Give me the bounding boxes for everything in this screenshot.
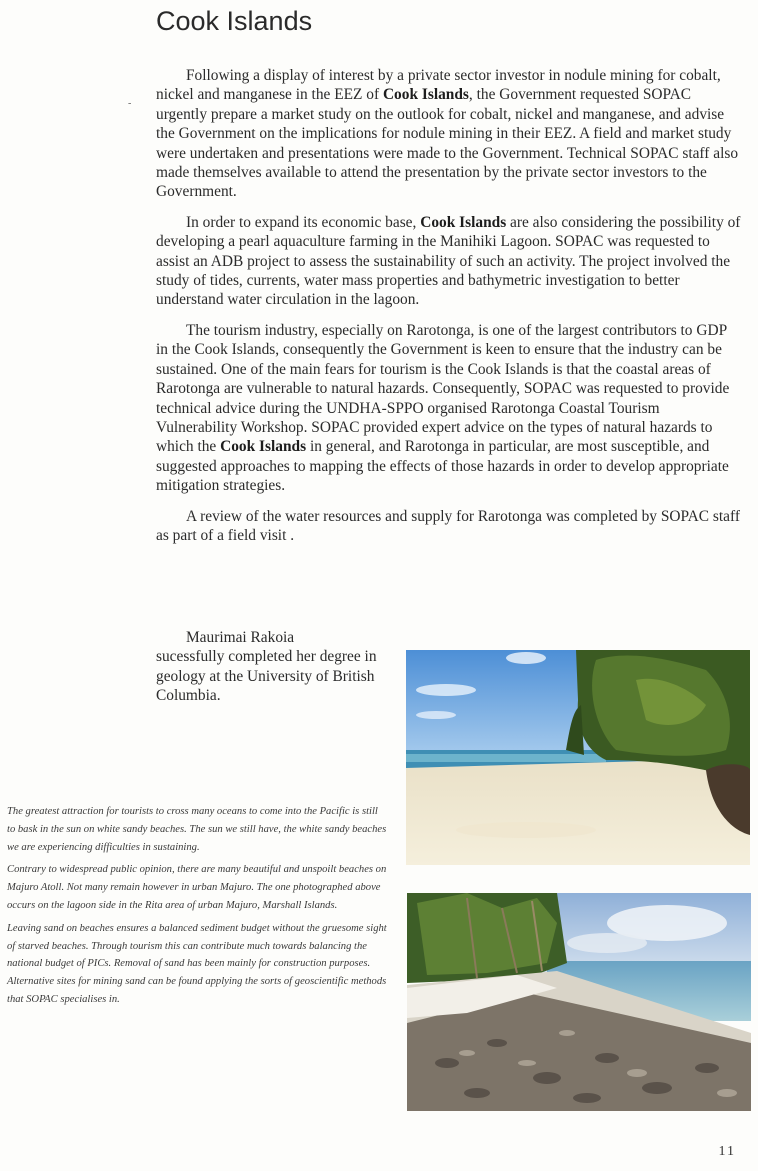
caption-1: The greatest attraction for tourists to cross many oceans to come into the Pacific is still to bask in the sun on white sandy beaches. The sun we still have, the white sandy beaches we are experiencing difficulties in sustaining. xyxy=(7,806,387,853)
text-run: are also considering the possibility of developing a pearl aquaculture farming in the Manihiki Lagoon. SOPAC was requested to assist an ADB project to assess the sustainability of such an activity. The project involved the study of tides, currents, water mass properties and bathymetric investigation to better understand water circulation in the lagoon. xyxy=(156,213,741,309)
bold-term: Cook Islands xyxy=(220,438,307,456)
paragraph xyxy=(156,321,742,496)
bold-term: Cook Islands xyxy=(420,213,507,231)
article-body xyxy=(156,66,742,556)
starved-rocky-beach-photo xyxy=(407,893,751,1111)
graduate-name: Maurimai Rakoia xyxy=(186,629,295,646)
margin-mark: - xyxy=(128,98,132,109)
page-title: Cook Islands xyxy=(156,6,313,36)
text-run: In order to expand its economic base, xyxy=(186,213,421,231)
photo-captions xyxy=(7,803,387,1014)
paragraph xyxy=(156,213,742,310)
text-run: The tourism industry, especially on Rarotonga, is one of the largest contributors to GDP in the Cook Islands, consequently the Government is keen to ensure that the industry can be sustained. One of the main fears for tourism is the Cook Islands is that the coastal areas of Rarotonga are vulnerable to natural hazards. Consequently, SOPAC was requested to provide technical advice during the UNDHA-SPPO organised Rarotonga Coastal Tourism Vulnerability Workshop. SOPAC provided expert advice on the types of natural hazards to which the xyxy=(156,321,730,456)
text-run: Following a display of interest by a private sector investor in nodule mining for cobalt, nickel and manganese in the EEZ of xyxy=(156,67,721,104)
graduate-note xyxy=(156,628,396,706)
caption-2: Contrary to widespread public opinion, there are many beautiful and unspoilt beaches on Majuro Atoll. Not many remain however in urban Majuro. The one photographed above occurs on the lagoon side in the Rita area of urban Majuro, Marshall Islands. xyxy=(7,864,387,911)
text-run: in general, and Rarotonga in particular, are most susceptible, and suggested approaches to mapping the effects of those hazards in order to develop appropriate mitigation strategies. xyxy=(156,438,729,495)
bold-term: Cook Islands xyxy=(382,86,469,104)
caption-3: Leaving sand on beaches ensures a balanced sediment budget without the gruesome sight of starved beaches. Through tourism this can contribute much towards balancing the national budget of PICs. Removal of sand has been mainly for construction purposes. Alternative sites for mining sand can be found applying the sorts of geoscientific methods that SOPAC specialises in. xyxy=(7,922,387,1005)
text-run: A review of the water resources and supply for Rarotonga was completed by SOPAC staff as part of a field visit . xyxy=(156,507,740,544)
white-sandy-beach-photo xyxy=(406,650,750,865)
paragraph xyxy=(156,66,742,202)
graduate-note-text: sucessfully completed her degree in geology at the University of British Columbia. xyxy=(156,648,377,705)
paragraph xyxy=(156,507,742,546)
text-run: , the Government requested SOPAC urgently prepare a market study on the outlook for cobalt, nickel and manganese, and advise the Government on the implications for nodule mining in their EEZ. A field and market study were undertaken and presentations were made to the Government. Technical SOPAC staff also made themselves available to attend the presentation by the private sector investors to the Government. xyxy=(156,86,739,201)
page-number: 11 xyxy=(718,1144,736,1159)
